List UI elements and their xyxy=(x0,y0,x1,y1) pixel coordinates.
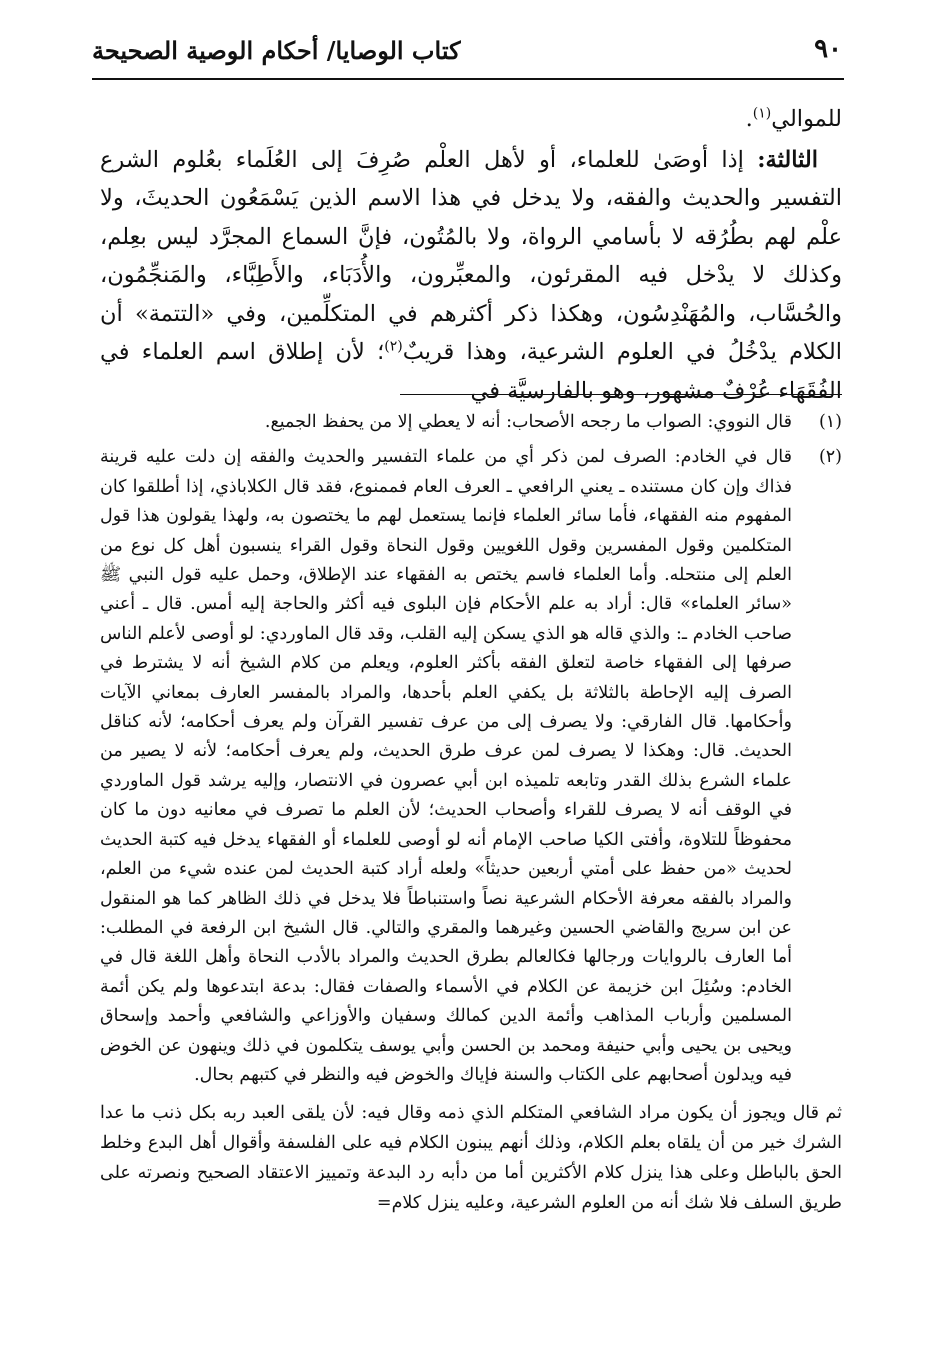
main-text xyxy=(100,100,842,410)
page-number: ٩٠ xyxy=(814,34,842,64)
footnote-ref-2: (٢) xyxy=(384,338,403,355)
opening-text: للموالي xyxy=(771,106,842,132)
opening-line xyxy=(100,100,842,139)
footnote-text: قال النووي: الصواب ما رجحه الأصحاب: أنه لا يعطي إلا من يحفظ الجميع. xyxy=(264,412,792,432)
page-header xyxy=(92,30,842,76)
footnote-number: (٢) xyxy=(818,447,842,468)
paragraph-lead: الثالثة: xyxy=(757,146,819,173)
header-rule xyxy=(92,78,844,80)
opening-period: . xyxy=(745,106,753,132)
footnotes xyxy=(100,408,842,1218)
footnote-number: (١) xyxy=(818,412,842,432)
footnote-rule xyxy=(400,394,842,395)
footnote-1 xyxy=(100,408,842,437)
footnote-text: قال في الخادم: الصرف لمن ذكر أي من علماء التفسير والحديث والفقه إن دلت عليه قرينة فذاك وإن كان مستنده ـ يعني الرافعي ـ العرف العام فممنوع، فقد قال الكلاباذي، إذا أطلقوا كان المفهوم منه الفقهاء، فأما سائر العلماء فإنما يستعمل لهم ما يختصون به، ولهذا يقولون هذا قول المتكلمين وقول المفسرين وقول اللغويين وقول النحاة وقول القراء ينسبون أهل كل نوع من العلم إلى منتحله. وأما العلماء فاسم يختص به الفقهاء عند الإطلاق، وحمل عليه قول النبي ﷺ «سائر العلماء» قال: أراد به علم الأحكام فإن البلوى فيه أكثر والحاجة إليه أمس. قال ـ أعني صاحب الخادم ـ: والذي قاله هو الذي يسكن إليه القلب، وقد قال الماوردي: لو أوصى لأعلم الناس صرفها إلى الفقهاء خاصة لتعلق الفقه بأكثر العلوم، ويعلم من كلام الشيخ أنه لا يشترط في الصرف إليه الإحاطة بالثلاثة بل يكفي العلم بأحدها، والمراد بالمفسر العارف بمعاني الآيات وأحكامها. قال الفارقي: ولا يصرف إلى من عرف تفسير القرآن ولم يعرف أحكامه؛ لأنه كناقل الحديث. قال: وهكذا لا يصرف لمن عرف طرق الحديث، ولم يعرف أحكامه؛ لأنه لا يصير من علماء الشرع بذلك القدر وتابعه تلميذه ابن أبي عصرون في الانتصار، وإليه يرشد قول الماوردي في الوقف أنه لا يصرف للقراء وأصحاب الحديث؛ لأن العلم ما تصرف في معانيه دون ما كان محفوظاً للتلاوة، وأفتى الكيا صاحب الإمام أنه لو أوصى للعلماء أو الفقهاء يدخل فيه كتبة الحديث لحديث «من حفظ على أمتي أربعين حديثاً» ولعله أراد كتبة الحديث لمن عنده شيء من العلم، والمراد بالفقه معرفة الأحكام الشرعية نصاً واستنباطاً فلا يدخل في ذلك الظاهر كما هو المنقول عن ابن سريج والقاضي الحسين وغيرهما والمقري والتالي. قال الشيخ ابن الرفعة في المطلب: أما العارف بالروايات ورجالها فكالعالم بطرق الحديث والمراد بالأدب النحاة وأهل اللغة قال في الخادم: وسُئِلَ ابن خزيمة عن الكلام في الأسماء والصفات فقال: بدعة ابتدعوها ولم يكن أئمة المسلمين وأرباب المذاهب وأئمة الدين كمالك وسفيان والأوزاعي والشافعي وأحمد وإسحاق ويحيى بن يحيى وأبي حنيفة ومحمد بن الحسن وأبي يوسف يتكلمون في ذلك وينهون عن الخوض فيه ويدلون أصحابهم على الكتاب والسنة فإياك والخوض فيه والنظر في كتبهم بحال. xyxy=(100,447,792,1085)
footnote-ref-1: (١) xyxy=(752,105,772,122)
footnote-2 xyxy=(100,443,842,1090)
running-title: كتاب الوصايا/ أحكام الوصية الصحيحة xyxy=(92,36,461,65)
paragraph-text-b: ؛ لأن إطلاق اسم العلماء في الفُقَهَاء عُرْفٌ مشهور، وهو بالفارسيَّة في xyxy=(100,339,842,404)
paragraph-text-a: إذا أوصَىٰ للعلماء، أو لأهل العلْم صُرِفَ إلى العُلَماء بعُلوم الشرع التفسير والحديث والفقه، ولا يدخل في هذا الاسم الذين يَسْمَعُون الحديثَ، ولا علْم لهم بطُرُقه لا بأسامي الرواة، ولا بالمُتُون، فإنَّ السماع المجرَّد ليس بعِلم، وكذلك لا يدْخل فيه المقرئون، والمعبِّرون، والأُدَبَاء، والأَطِبَّاء، والمَنجِّمُون، والحُسَّاب، والمُهَنْدِسُون، وهكذا ذكر أكثرهم في المتكلِّمين، وفي «التتمة» أن الكلام يدْخُلُ في العلوم الشرعية، وهذا قريبٌ xyxy=(100,146,842,365)
paragraph-third xyxy=(100,141,842,411)
footnote-continuation: ثم قال ويجوز أن يكون مراد الشافعي المتكلم الذي ذمه وقال فيه: لأن يلقى العبد ربه بكل ذنب ما عدا الشرك خير من أن يلقاه بعلم الكلام، وذلك أنهم يبنون الكلام فيه على الفلسفة وأقوال أهل البدع وخلط الحق بالباطل وعلى هذا ينزل كلام الأكثرين أما من دأبه رد البدعة وتمييز الاعتقاد الصحيح ونصرته على طريق السلف فلا شك أنه من العلوم الشرعية، وعليه ينزل كلام= xyxy=(100,1103,842,1214)
